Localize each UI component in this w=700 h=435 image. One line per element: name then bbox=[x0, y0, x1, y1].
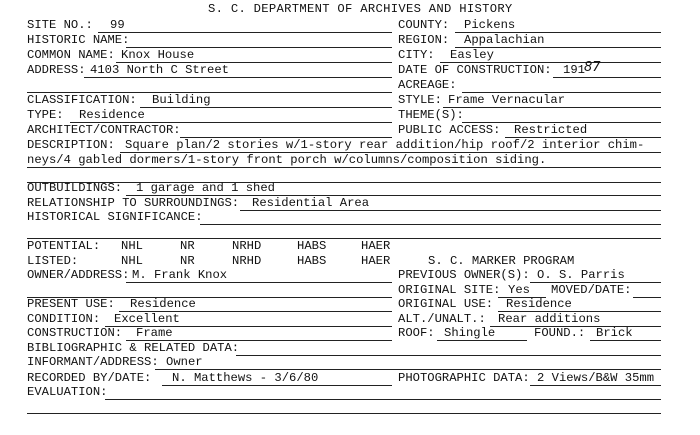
alterations-label: ALT./UNALT.: bbox=[398, 312, 486, 326]
description-label: DESCRIPTION: bbox=[27, 138, 115, 152]
site-no-underline bbox=[98, 32, 392, 33]
condition-label: CONDITION: bbox=[27, 312, 101, 326]
evaluation-underline-2 bbox=[27, 413, 661, 414]
type-value: Residence bbox=[79, 108, 145, 122]
architect-label: ARCHITECT/CONTRACTOR: bbox=[27, 123, 181, 137]
address-value: 4103 North C Street bbox=[90, 63, 229, 77]
address-label: ADDRESS: bbox=[27, 63, 86, 77]
theme-label: THEME(S): bbox=[398, 108, 464, 122]
city-label: CITY: bbox=[398, 48, 435, 62]
potential-label: POTENTIAL: bbox=[27, 239, 101, 253]
description-line-2: neys/4 gabled dormers/1-story front porch w/columns/composition siding. bbox=[27, 153, 547, 167]
city-value: Easley bbox=[450, 48, 494, 62]
listed-nhl: NHL bbox=[121, 254, 143, 268]
historical-significance-underline bbox=[200, 224, 661, 225]
original-site-value: Yes bbox=[508, 283, 530, 297]
listed-habs: HABS bbox=[297, 254, 327, 268]
type-label: TYPE: bbox=[27, 108, 64, 122]
listed-nr: NR bbox=[180, 254, 195, 268]
bibliographic-label: BIBLIOGRAPHIC & RELATED DATA: bbox=[27, 341, 240, 355]
county-label: COUNTY: bbox=[398, 18, 450, 32]
moved-date-label: MOVED/DATE: bbox=[551, 283, 632, 297]
roof-value: Shingle bbox=[444, 326, 496, 340]
outbuildings-label: OUTBUILDINGS: bbox=[27, 181, 123, 195]
outbuildings-value: 1 garage and 1 shed bbox=[136, 181, 275, 195]
evaluation-label: EVALUATION: bbox=[27, 385, 108, 399]
style-underline bbox=[443, 107, 661, 108]
previous-owner-value: O. S. Parris bbox=[537, 268, 625, 282]
photographic-data-label: PHOTOGRAPHIC DATA: bbox=[398, 371, 530, 385]
listed-nrhd: NRHD bbox=[232, 254, 262, 268]
potential-nhl: NHL bbox=[121, 239, 143, 253]
potential-nr: NR bbox=[180, 239, 195, 253]
roof-label: ROOF: bbox=[398, 326, 435, 340]
bibliographic-underline bbox=[236, 355, 661, 356]
owner-address-value: M. Frank Knox bbox=[132, 268, 228, 282]
present-use-label: PRESENT USE: bbox=[27, 297, 115, 311]
present-use-value: Residence bbox=[130, 297, 196, 311]
recorded-by-value: N. Matthews - 3/6/80 bbox=[172, 371, 319, 385]
original-use-label: ORIGINAL USE: bbox=[398, 297, 494, 311]
classification-underline bbox=[140, 107, 392, 108]
date-construction-label: DATE OF CONSTRUCTION: bbox=[398, 63, 552, 77]
condition-value: Excellent bbox=[114, 312, 180, 326]
relationship-underline bbox=[240, 210, 661, 211]
evaluation-underline bbox=[105, 399, 661, 400]
description-line-1: Square plan/2 stories w/1-story rear addition/hip roof/2 interior chim- bbox=[125, 138, 645, 152]
address-underline bbox=[84, 77, 392, 78]
construction-value: Frame bbox=[136, 326, 173, 340]
historical-significance-label: HISTORICAL SIGNIFICANCE: bbox=[27, 210, 203, 224]
foundation-value: Brick bbox=[596, 326, 633, 340]
style-label: STYLE: bbox=[398, 93, 442, 107]
previous-owner-label: PREVIOUS OWNER(S): bbox=[398, 268, 530, 282]
informant-value: Owner bbox=[166, 355, 203, 369]
site-no-value: 99 bbox=[110, 18, 125, 32]
date-construction-underline bbox=[553, 77, 661, 78]
potential-habs: HABS bbox=[297, 239, 327, 253]
construction-label: CONSTRUCTION: bbox=[27, 326, 123, 340]
description-underline-2 bbox=[27, 167, 661, 168]
owner-address-label: OWNER/ADDRESS: bbox=[27, 268, 130, 282]
description-underline-3 bbox=[27, 182, 661, 183]
alterations-value: Rear additions bbox=[498, 312, 601, 326]
classification-value: Building bbox=[152, 93, 211, 107]
informant-underline bbox=[155, 369, 661, 370]
photographic-data-underline bbox=[530, 385, 661, 386]
date-construction-value: 191 bbox=[563, 63, 585, 77]
site-no-label: SITE NO.: bbox=[27, 18, 93, 32]
foundation-label: FOUND.: bbox=[534, 326, 586, 340]
recorded-by-underline bbox=[162, 385, 392, 386]
moved-date-underline bbox=[633, 297, 661, 298]
owner-address-underline bbox=[126, 282, 392, 283]
roof-underline bbox=[437, 340, 527, 341]
acreage-label: ACREAGE: bbox=[398, 78, 457, 92]
listed-label: LISTED: bbox=[27, 254, 79, 268]
original-site-label: ORIGINAL SITE: bbox=[398, 283, 501, 297]
public-access-value: Restricted bbox=[514, 123, 588, 137]
potential-haer: HAER bbox=[361, 239, 391, 253]
photographic-data-value: 2 Views/B&W 35mm bbox=[537, 371, 655, 385]
common-name-value: Knox House bbox=[121, 48, 195, 62]
region-label: REGION: bbox=[398, 33, 450, 47]
style-value: Frame Vernacular bbox=[448, 93, 566, 107]
public-access-label: PUBLIC ACCESS: bbox=[398, 123, 501, 137]
region-value: Appalachian bbox=[464, 33, 545, 47]
county-value: Pickens bbox=[464, 18, 516, 32]
relationship-label: RELATIONSHIP TO SURROUNDINGS: bbox=[27, 196, 240, 210]
common-name-label: COMMON NAME: bbox=[27, 48, 115, 62]
relationship-value: Residential Area bbox=[252, 196, 370, 210]
date-construction-correction: 87 bbox=[584, 60, 601, 75]
original-use-value: Residence bbox=[506, 297, 572, 311]
recorded-by-label: RECORDED BY/DATE: bbox=[27, 371, 152, 385]
marker-program-label: S. C. MARKER PROGRAM bbox=[428, 254, 575, 268]
classification-label: CLASSIFICATION: bbox=[27, 93, 137, 107]
foundation-underline bbox=[590, 340, 661, 341]
potential-nrhd: NRHD bbox=[232, 239, 262, 253]
informant-label: INFORMANT/ADDRESS: bbox=[27, 355, 159, 369]
listed-haer: HAER bbox=[361, 254, 391, 268]
historic-name-label: HISTORIC NAME: bbox=[27, 33, 130, 47]
form-title: S. C. DEPARTMENT OF ARCHIVES AND HISTORY bbox=[208, 2, 513, 16]
